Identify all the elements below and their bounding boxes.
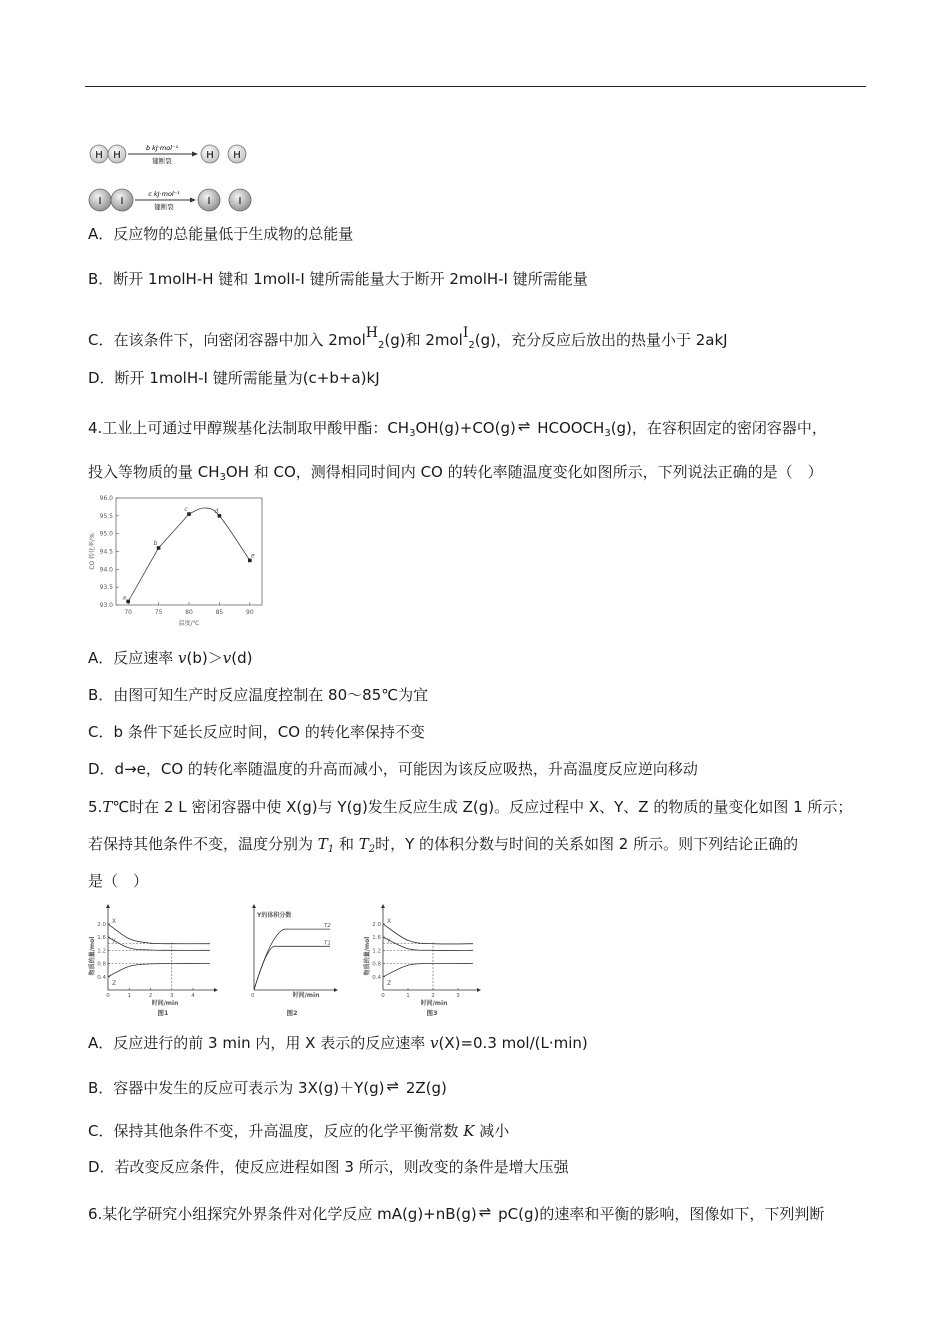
data-label-a: a: [122, 594, 127, 602]
q5-stem2-mid: 和: [334, 835, 359, 853]
i2-arrowhead: [190, 198, 196, 203]
q3-option-c-pre: C．在该条件下，向密闭容器中加入 2mol: [88, 331, 366, 349]
q4-option-a: [88, 647, 252, 669]
h2-arrowhead: [192, 152, 198, 157]
x-axis-label: 时间/min: [420, 1000, 448, 1007]
series-line-X: [108, 924, 210, 944]
series-label-Y: Y: [112, 938, 116, 946]
y-axis-label: 物质的量/mol: [89, 936, 96, 976]
i2-process-label: 键断裂: [154, 203, 174, 211]
i2-row: [89, 189, 251, 211]
q5-stem2-post: 时，Y 的体积分数与时间的关系如图 2 所示。则下列结论正确的: [375, 835, 799, 853]
x-tick-label-0: 0: [381, 993, 385, 999]
q5-option-c-post: 减小: [474, 1122, 510, 1140]
q4-option-a-v2: v: [222, 649, 232, 667]
q5-stem1-T: T: [102, 798, 113, 816]
y-axis-arrow-icon: [106, 904, 110, 908]
x-tick-label-2: 80: [185, 609, 193, 616]
figure-1: [88, 902, 220, 1020]
co-conversion-svg: [86, 490, 272, 635]
q4-option-a-v1: v: [178, 649, 187, 667]
y-axis-arrow-icon: [252, 904, 256, 908]
y-axis-arrow-icon: [381, 904, 385, 908]
bond-breaking-svg: [88, 140, 258, 216]
y-tick-label-0: 93.0: [99, 602, 113, 609]
y-tick-label-4: 95.0: [99, 530, 113, 538]
h2-energy-label: b kJ·mol⁻¹: [145, 144, 179, 152]
x-axis-arrow-icon: [334, 988, 338, 992]
origin-label: 0: [251, 993, 255, 999]
x-tick-label-3: 3: [170, 993, 174, 999]
q5-option-b-post: 2Z(g): [401, 1079, 447, 1097]
equilibrium-arrow-icon: ⇌: [517, 417, 531, 435]
q5-stem-line-1: [88, 796, 852, 818]
y-tick-label-2: 94.0: [99, 566, 113, 574]
q5-stem2-T2: T: [358, 835, 369, 853]
q5-stem2-T1-sub: 1: [327, 844, 335, 855]
series-line-T2: [254, 929, 330, 990]
q3-option-c-mid: (g)和 2mol: [384, 331, 463, 349]
data-label-b: b: [153, 539, 158, 547]
y-tick-label-0: 0.4: [372, 974, 381, 981]
x-axis-arrow-icon: [477, 988, 481, 992]
data-label-c: c: [184, 506, 188, 514]
y-tick-label-0: 0.4: [97, 974, 106, 981]
h-atom-2-label: H: [113, 150, 121, 161]
series-label-Z: Z: [387, 979, 392, 987]
x-tick-label-1: 1: [406, 993, 410, 999]
q3-option-b: B．断开 1molH-H 键和 1molI-I 键所需能量大于断开 2molH-I 键所需能量: [88, 270, 588, 288]
x-tick-label-1: 75: [154, 609, 163, 616]
q5-stem-line-2: [88, 833, 798, 861]
q6-stem-post: pC(g)的速率和平衡的影响，图像如下，下列判断: [493, 1205, 825, 1223]
series-label-X: X: [112, 917, 117, 925]
i-atom-4-label: I: [238, 196, 242, 207]
q6-stem-line-1: [88, 1203, 824, 1225]
q5-option-c-K: K: [463, 1122, 475, 1140]
q4-stem-line-2: [88, 461, 823, 489]
h-atom-1-label: H: [95, 150, 103, 161]
q3-option-c-h: H: [365, 325, 378, 341]
x-tick-label-0: 0: [106, 993, 110, 999]
x-axis-label: 温度/℃: [178, 620, 200, 627]
x-tick-label-3: 3: [456, 993, 460, 999]
q3-option-c-i-sub: 2: [468, 340, 475, 351]
figure-title: 图2: [286, 1009, 298, 1017]
y-tick-label-4: 2.0: [97, 921, 106, 928]
q5-option-b: [88, 1077, 447, 1099]
data-label-d: d: [214, 507, 219, 515]
series-line-X: [383, 924, 473, 944]
x-tick-label-4: 4: [191, 993, 195, 999]
x-tick-label-1: 1: [127, 993, 131, 999]
q4-option-a-post: (d): [231, 649, 253, 667]
x-tick-label-3: 85: [215, 609, 224, 616]
q5-stem2-T2-sub: 2: [368, 844, 376, 855]
q5-option-a-post: (X)=0.3 mol/(L·min): [438, 1034, 588, 1052]
y-tick-label-2: 1.2: [97, 948, 106, 955]
y-tick-label-4: 2.0: [372, 921, 381, 928]
series-label-X: X: [387, 917, 392, 925]
x-tick-label-4: 90: [246, 609, 254, 616]
q5-stem1-post: ℃时在 2 L 密闭容器中使 X(g)与 Y(g)发生反应生成 Z(g)。反应过程中 X、Y、Z 的物质的量变化如图 1 所示；: [112, 798, 853, 816]
q4-option-a-mid: (b)＞: [186, 649, 223, 667]
q4-stem2-pre: 投入等物质的量 CH: [88, 463, 220, 481]
series-label-Y: Y: [387, 938, 391, 946]
q4-stem2-sub: 3: [219, 472, 226, 483]
y-tick-label-6: 96.0: [99, 495, 113, 502]
i-atom-3-label: I: [207, 196, 211, 207]
i2-energy-label: c kJ·mol⁻¹: [148, 190, 180, 198]
y-tick-label-3: 1.6: [372, 935, 381, 942]
q4-stem1-sub-b: 3: [604, 428, 611, 439]
figure-2-svg: [244, 902, 340, 1020]
h2-row: [90, 144, 246, 165]
equilibrium-arrow-icon: ⇌: [386, 1077, 400, 1095]
x-axis-label: 时间/min: [292, 992, 320, 999]
q4-option-c: C．b 条件下延长反应时间，CO 的转化率保持不变: [88, 723, 425, 741]
q4-stem1-mid: OH(g)+CO(g): [415, 419, 516, 437]
co-conversion-chart: [86, 490, 272, 635]
figure-title: 图3: [426, 1009, 438, 1017]
conversion-curve: [128, 508, 250, 601]
i-atom-2-label: I: [120, 196, 124, 207]
q5-option-a-pre: A．反应进行的前 3 min 内，用 X 表示的反应速率: [88, 1034, 430, 1052]
h-atom-4-label: H: [233, 150, 241, 161]
y-tick-label-1: 0.8: [372, 961, 381, 968]
data-point-a: [126, 600, 130, 604]
h-atom-3-label: H: [206, 150, 214, 161]
header-rule: [85, 86, 866, 87]
q5-option-a-v: v: [429, 1034, 439, 1052]
series-line-Z: [108, 964, 210, 977]
h2-process-label: 键断裂: [152, 157, 172, 165]
q4-stem2-post: OH 和 CO，测得相同时间内 CO 的转化率随温度变化如图所示，下列说法正确的是（ ）: [225, 463, 823, 481]
q4-stem1-product: HCOOCH: [532, 419, 605, 437]
q4-stem-line-1: [88, 417, 827, 445]
figure-3: [363, 902, 485, 1020]
series-line-Z: [383, 963, 473, 976]
series-label-Z: Z: [112, 979, 117, 987]
q3-option-c-post: (g)，充分反应后放出的热量小于 2akJ: [474, 331, 728, 349]
i-atom-1-label: I: [98, 196, 102, 207]
q4-option-b: B．由图可知生产时反应温度控制在 80～85℃为宜: [88, 686, 429, 704]
q6-stem-pre: 6.某化学研究小组探究外界条件对化学反应 mA(g)+nB(g): [88, 1205, 477, 1223]
x-tick-label-2: 2: [148, 993, 153, 999]
q3-option-c-h-sub: 2: [377, 340, 385, 351]
q4-stem1-sub: 3: [409, 428, 416, 439]
q5-option-c-pre: C．保持其他条件不变，升高温度，反应的化学平衡常数: [88, 1122, 464, 1140]
q3-option-d: D．断开 1molH-I 键所需能量为(c+b+a)kJ: [88, 369, 380, 387]
q3-option-c-i: I: [462, 325, 469, 341]
y-tick-label-2: 1.2: [372, 948, 381, 955]
series-label-T1: T1: [324, 940, 331, 947]
figure-3-svg: [363, 902, 485, 1020]
y-tick-label-3: 1.6: [97, 935, 106, 942]
figure-title: 图1: [157, 1009, 169, 1017]
q5-stem-line-3: 是（ ）: [88, 872, 149, 890]
q4-option-a-pre: A．反应速率: [88, 649, 179, 667]
x-axis-arrow-icon: [214, 988, 218, 992]
y-tick-label-1: 93.5: [99, 584, 113, 592]
y-tick-label-3: 94.5: [99, 548, 113, 556]
data-point-c: [187, 512, 191, 516]
x-tick-label-0: 70: [124, 609, 132, 616]
q3-option-a: A．反应物的总能量低于生成物的总能量: [88, 225, 354, 243]
equilibrium-arrow-icon: ⇌: [478, 1203, 492, 1221]
q5-option-b-pre: B．容器中发生的反应可表示为 3X(g)＋Y(g): [88, 1079, 385, 1097]
figure-2: [244, 902, 340, 1020]
y-axis-label: Y的体积分数: [257, 912, 292, 919]
x-axis-label: 时间/min: [151, 1000, 179, 1007]
figure-1-svg: [88, 902, 220, 1020]
q5-stem1-pre: 5.: [88, 798, 103, 816]
bond-breaking-figure: [88, 140, 258, 216]
x-tick-label-2: 2: [431, 993, 435, 999]
series-label-T2: T2: [324, 923, 331, 930]
q5-option-c: [88, 1120, 509, 1142]
q5-stem2-pre: 若保持其他条件不变，温度分别为: [88, 835, 318, 853]
q4-option-d: D．d→e，CO 的转化率随温度的升高而减小，可能因为该反应吸热，升高温度反应逆向移动: [88, 760, 698, 778]
q4-stem1-post: (g)，在容积固定的密闭容器中，: [610, 419, 827, 437]
y-axis-label: 物质的量/mol: [364, 936, 371, 976]
y-tick-label-1: 0.8: [97, 961, 106, 968]
q4-stem1-pre: 4.工业上可通过甲醇羰基化法制取甲酸甲酯：CH: [88, 419, 410, 437]
data-label-e: e: [250, 552, 255, 560]
q5-option-a: [88, 1032, 588, 1054]
series-line-T1: [254, 946, 330, 990]
y-tick-label-5: 95.5: [99, 512, 113, 520]
q5-option-d: D．若改变反应条件，使反应进程如图 3 所示，则改变的条件是增大压强: [88, 1158, 569, 1176]
q5-stem2-T1: T: [317, 835, 328, 853]
y-axis-label: CO 转化率/%: [89, 533, 96, 570]
q3-option-c: [88, 322, 728, 357]
